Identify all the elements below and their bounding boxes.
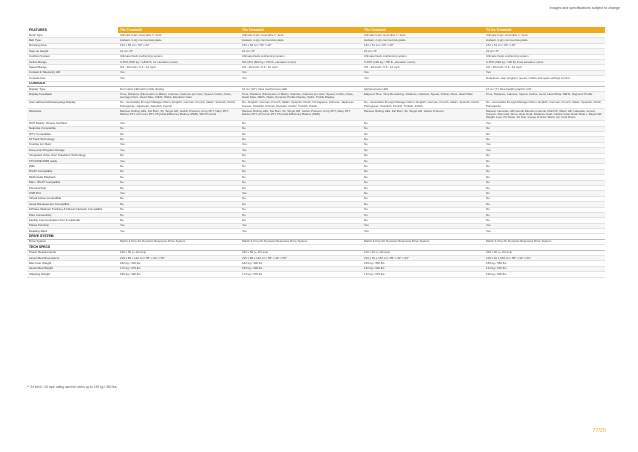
- spec-value: No: [362, 169, 484, 174]
- spec-value: No: [240, 212, 362, 217]
- spec-value: 110 v 20 (+-10) amp: [362, 250, 484, 255]
- table-row: [27, 272, 605, 277]
- feature-label: Console Fan: [27, 76, 118, 81]
- spec-value: No: [362, 121, 484, 126]
- spec-value: No: [240, 159, 362, 164]
- model-header: T3x Treadmill: [362, 27, 484, 33]
- spec-value: Yes: [118, 223, 240, 228]
- spec-value: No: [240, 218, 362, 223]
- feature-label: Integrated Voice Over Television Technology: [27, 153, 118, 158]
- spec-value: No: [118, 126, 240, 131]
- spec-value: Ultimate foam-reversible 1" deck: [362, 33, 484, 38]
- feature-label: Workouts: [27, 109, 118, 121]
- spec-value: No - Accessible through Manager Menu: English, German, French, Italian, Spanish, Dutch, Portuguese, Japanese, Swedish, French: [118, 100, 240, 109]
- section-title: CONSOLE: [27, 81, 605, 86]
- features-header: FEATURES: [27, 27, 118, 33]
- spec-value: No: [118, 169, 240, 174]
- spec-value: No - Accessible through Manager Menu: English, German, French, Italian, Spanish, Dutch, Portuguese: [484, 100, 605, 109]
- spec-value: No: [240, 121, 362, 126]
- spec-value: No: [362, 126, 484, 131]
- spec-value: No: [484, 212, 605, 217]
- spec-value: Matrix 4.0 hp AC Dynamic Response Drive System: [118, 239, 240, 244]
- spec-value: Yes: [118, 70, 240, 75]
- feature-label: FitTrack Technology: [27, 137, 118, 142]
- spec-value: No: [118, 137, 240, 142]
- spec-value: Yes: [240, 148, 362, 153]
- spec-value: Manual, Intervals, Hill Interval Random Interval, Multi Pk, Warm Hill, Lakeside, Forest, Canyon, Flat road, Dune, Heat Goal, Distance Goal, Calorie Goal, Heart Rate + Target HR, Weight Loss, Fit Tester, Fit Test, Coupe of Soul, Warm Up, Cool Down: [484, 109, 605, 121]
- spec-value: Ultimate Deck cushioning system: [240, 54, 362, 59]
- spec-value: Matrix 3.0 hp AC Dynamic Response Drive System: [362, 239, 484, 244]
- spec-value: 0.8 - 20 km/h / 0.5 - 12 mph: [484, 65, 605, 70]
- feature-label: Speed Range: [27, 65, 118, 70]
- spec-value: 182 kg / 400 lbs: [240, 261, 362, 266]
- model-header: T5x Treadmill: [118, 27, 240, 33]
- spec-value: 220 v 50 (+-10) amp: [240, 250, 362, 255]
- spec-value: No: [240, 126, 362, 131]
- spec-value: No: [484, 169, 605, 174]
- spec-value: Yes: [484, 142, 605, 147]
- spec-value: Dot matrix LED with profile display: [118, 86, 240, 91]
- feature-label: iFit® Ready: Fitness Certified: [27, 121, 118, 126]
- feature-label: Facility Communication Port & Calendar: [27, 218, 118, 223]
- spec-value: No: [362, 132, 484, 137]
- spec-value: No: [362, 164, 484, 169]
- feature-label: Asset Management Compatible: [27, 202, 118, 207]
- spec-value: No - Accessible through Manager Menu: English, German, French, Italian, Spanish, Dutch, Portuguese, Swedish, Finnish, Turkish, Polish: [362, 100, 484, 109]
- page-number: 77/20: [592, 428, 606, 434]
- spec-value: No: [362, 196, 484, 201]
- spec-value: No: [240, 132, 362, 137]
- feature-label: Step-up Height: [27, 49, 118, 54]
- spec-value: Dual-level, step program, speed, incline and quiet settings control: [484, 76, 605, 81]
- spec-value: Ultimate foam-reversible 1" deck: [240, 33, 362, 38]
- spec-value: Yes: [484, 223, 605, 228]
- spec-body: [27, 33, 605, 277]
- spec-value: Time, Distance, Calories, Speed, Incline, Level, Heart Rate, METs, Segment Profile: [484, 92, 605, 101]
- feature-label: Wire Connectivity: [27, 212, 118, 217]
- spec-value: No: [362, 180, 484, 185]
- spec-value: Habasit, 2-ply commercial-grade: [118, 38, 240, 43]
- spec-value: No: [118, 212, 240, 217]
- spec-value: No: [240, 196, 362, 201]
- spec-value: 0.8 - 20 km/h / 0.5 - 12 mph: [240, 65, 362, 70]
- spec-value: No: [240, 164, 362, 169]
- spec-value: No: [362, 191, 484, 196]
- spec-value: 152 x 56 cm / 60" x 22": [118, 43, 240, 48]
- spec-value: 220 v 50 (+-10) amp: [484, 250, 605, 255]
- feature-label: FTC/ODE RDM ready: [27, 159, 118, 164]
- spec-value: Yes: [362, 223, 484, 228]
- spec-value: No: [118, 185, 240, 190]
- spec-value: 152 x 56 cm / 60" x 22": [240, 43, 362, 48]
- spec-value: Yes: [484, 70, 605, 75]
- spec-value: 172 kg / 379 lbs: [362, 272, 484, 277]
- feature-label: Assembled Weight: [27, 266, 118, 271]
- spec-value: 159 kg / 350 lbs: [484, 261, 605, 266]
- spec-value: Yes: [484, 229, 605, 234]
- spec-value: Yes: [240, 142, 362, 147]
- feature-label: Mac • iPod® Compatible: [27, 180, 118, 185]
- feature-label: Virtual Active Compatible: [27, 196, 118, 201]
- spec-value: 21 cm / 8": [118, 49, 240, 54]
- spec-value: Ultimate foam-reversible 1" deck: [484, 33, 605, 38]
- feature-label: iPod® Compatible: [27, 169, 118, 174]
- spec-value: Time, Distance (Kilometers or Miles), Calories, Calories per Hour, Speed, Incline, Pace, Heart Rate, METs, Watts, Dynamic Profile Display, Splits, Profile Display: [240, 92, 362, 101]
- spec-value: 0.8 - 20 km/h / 0.5 - 12 mph: [118, 65, 240, 70]
- spec-value: No: [240, 169, 362, 174]
- spec-value: No: [484, 202, 605, 207]
- spec-value: Time, Distance (Kilometers or Miles), Calories, Calories per Hour, Speed, Incline, Pace, Average Pace, Heart Rate, METs, Watts, Elevation Gain: [118, 92, 240, 101]
- spec-value: 21 cm / 8": [484, 49, 605, 54]
- subject-to-change-notice: Images and specifications subject to change: [549, 6, 620, 10]
- feature-label: inPhase Workout Tracking & Fitness Network Compatible: [27, 207, 118, 212]
- spec-value: No: [118, 132, 240, 137]
- spec-value: 21 cm / 8": [240, 49, 362, 54]
- spec-value: No: [362, 218, 484, 223]
- spec-value: Yes: [240, 191, 362, 196]
- feature-label: Overlay Ion Start: [27, 142, 118, 147]
- spec-value: No: [484, 159, 605, 164]
- spec-value: No: [484, 137, 605, 142]
- spec-value: No: [362, 159, 484, 164]
- feature-label: Zone-only Program Change: [27, 148, 118, 153]
- feature-label: Drive System: [27, 239, 118, 244]
- spec-value: No: [484, 180, 605, 185]
- spec-value: No: [362, 148, 484, 153]
- spec-value: No: [118, 180, 240, 185]
- spec-value: 0%-15% (800 kg / 750 lb, elevation motor): [240, 59, 362, 64]
- feature-label: Incline Range: [27, 59, 118, 64]
- spec-value: No: [240, 180, 362, 185]
- spec-value: Manual, Rolling Hills, Fat Burn, 5k, Target HR, Gerkin Protocol, Army PFT, Navy PFT, Marine PFT, Air Force PFT, Physical Efficiency Battery (PEB): [240, 109, 362, 121]
- spec-value: 141 kg / 310 lbs: [484, 266, 605, 271]
- spec-value: Yes: [118, 142, 240, 147]
- spec-value: 153 kg / 338 lbs: [240, 266, 362, 271]
- spec-value: Yes: [118, 229, 240, 234]
- spec-value: Elapsed Time, Time Remaining, Distance, Calories, Speed, Incline, Pace, Heart Rate: [362, 92, 484, 101]
- spec-value: Yes: [362, 76, 484, 81]
- spec-value: Yes: [118, 76, 240, 81]
- spec-value: No - English, German, French, Italian, Spanish, Dutch, Portuguese, Chinese, Japanese, Korean, Swedish, Finnish, Russian, Arabic, Turkish, Polish: [240, 100, 362, 109]
- feature-label: USB Port: [27, 191, 118, 196]
- feature-label: Display Type: [27, 86, 118, 91]
- feature-label: Deck Type: [27, 33, 118, 38]
- feature-label: Reading Rack: [27, 229, 118, 234]
- spec-value: Ultimate foam-reversible 1" deck: [118, 33, 240, 38]
- spec-value: Alphanumeric LED: [362, 86, 484, 91]
- spec-value: No: [484, 196, 605, 201]
- spec-value: 215 x 86 x 142 cm / 85" x 34" x 56": [118, 256, 240, 261]
- feature-label: Power Requirements: [27, 250, 118, 255]
- feature-label: Personal Fan: [27, 185, 118, 190]
- spec-value: No: [484, 185, 605, 190]
- spec-value: 172 kg / 379 lbs: [240, 272, 362, 277]
- spec-value: No: [362, 175, 484, 180]
- spec-value: Yes: [240, 76, 362, 81]
- feature-label: Running Area: [27, 43, 118, 48]
- spec-value: 0-15% (590 kg / 130 lb) fixed elevation motor: [484, 59, 605, 64]
- spec-value: Ultimate Deck cushioning system: [484, 54, 605, 59]
- spec-value: 152 x 51 cm / 60" x 20": [484, 43, 605, 48]
- spec-value: 21 cm / 8": [362, 49, 484, 54]
- spec-value: 16 cm (10") class touchscreen LED: [240, 86, 362, 91]
- spec-value: No: [362, 137, 484, 142]
- feature-label: Multimedia Playback: [27, 175, 118, 180]
- spec-value: Yes: [484, 121, 605, 126]
- table-row: [27, 109, 605, 121]
- spec-value: Yes: [484, 148, 605, 153]
- spec-value: Ultimate Deck cushioning system: [118, 54, 240, 59]
- spec-value: No: [484, 132, 605, 137]
- spec-value: No: [118, 207, 240, 212]
- spec-value: 220 v 50 (+-10) amp: [118, 250, 240, 255]
- spec-value: No: [484, 153, 605, 158]
- spec-value: 152 kg / 335 lbs: [484, 272, 605, 277]
- spec-value: 182 kg / 400 lbs: [118, 261, 240, 266]
- table-row: [27, 92, 605, 101]
- feature-label: User-defined Multi-language Display: [27, 100, 118, 109]
- spec-value: 0.8 - 20 km/h / 0.5 - 12 mph: [362, 65, 484, 70]
- spec-value: Manual, Rolling Hills, Fat Burn, 5k, Target HR, Gerkin Protocol: [362, 109, 484, 121]
- spec-value: No: [240, 185, 362, 190]
- spec-value: Yes: [118, 191, 240, 196]
- spec-value: 172 kg / 379 lbs: [118, 266, 240, 271]
- spec-value: Matrix 2.0 hp AC Dynamic Response Drive System: [484, 239, 605, 244]
- spec-value: Matrix 3.0 hp AC Dynamic Response Drive System: [240, 239, 362, 244]
- spec-value: No: [362, 202, 484, 207]
- spec-value: 152 x 51 cm / 60" x 20": [362, 43, 484, 48]
- spec-value: No: [484, 207, 605, 212]
- feature-label: Pause Function: [27, 223, 118, 228]
- spec-value: Yes: [362, 229, 484, 234]
- spec-value: No: [362, 142, 484, 147]
- spec-value: No: [118, 202, 240, 207]
- model-header: T5x Treadmill: [240, 27, 362, 33]
- feature-label: Max User Weight: [27, 261, 118, 266]
- spec-value: Ultimate Deck cushioning system: [362, 54, 484, 59]
- spec-value: Yes: [118, 148, 240, 153]
- spec-value: No: [240, 207, 362, 212]
- spec-value: No: [118, 218, 240, 223]
- feature-label: Display Feedback: [27, 92, 118, 101]
- spec-value: 215 x 81 x 152 cm / 85" x 32" x 60": [484, 256, 605, 261]
- spec-value: No: [118, 164, 240, 169]
- spec-value: Yes: [118, 159, 240, 164]
- spec-value: No: [362, 185, 484, 190]
- spec-value: Yes: [362, 70, 484, 75]
- spec-value: Yes: [240, 223, 362, 228]
- section-title: TECH SPECS: [27, 245, 605, 250]
- spec-value: Habasit, 2-ply commercial-grade: [484, 38, 605, 43]
- spec-value: No: [240, 153, 362, 158]
- spec-value: No: [240, 137, 362, 142]
- feature-label: Cushion System: [27, 54, 118, 59]
- feature-label: Shipping Weight: [27, 272, 118, 277]
- spec-value: Manual, Rolling Hills, Fat Burn, 5k, Target HR, Gerkin Protocol, Army PFT, Navy PFT, Marine PFT, Air Force PFT, Physical Efficiency Battery (PEB), WFI Protocol: [118, 109, 240, 121]
- table-row: [27, 100, 605, 109]
- feature-label: Netpulse Compatible: [27, 126, 118, 131]
- spec-value: 152 kg / 336 lbs: [362, 266, 484, 271]
- spec-value: No: [118, 153, 240, 158]
- spec-value: No: [362, 212, 484, 217]
- spec-value: 215 x 86 x 142 cm / 85" x 34" x 56": [240, 256, 362, 261]
- spec-value: 215 x 81 x 152 cm / 85" x 32" x 60": [362, 256, 484, 261]
- spec-value: Habasit, 2-ply commercial-grade: [240, 38, 362, 43]
- spec-value: 195 kg / 430 lbs: [118, 272, 240, 277]
- spec-value: No: [118, 196, 240, 201]
- spec-value: No: [484, 164, 605, 169]
- spec-value: Habasit, 2-ply commercial-grade: [362, 38, 484, 43]
- spec-value: Yes: [240, 229, 362, 234]
- spec-value: No: [484, 126, 605, 131]
- feature-label: IPTV Compatible: [27, 132, 118, 137]
- spec-value: No: [240, 202, 362, 207]
- footnote: ** 24 km/h / 15 mph rating used for users up to 159 kg / 350 lbs.: [27, 385, 118, 389]
- section-title: DRIVE SYSTEM: [27, 234, 605, 239]
- spec-value: No: [484, 218, 605, 223]
- spec-value: Yes: [240, 70, 362, 75]
- spec-value: No: [484, 175, 605, 180]
- spec-value: No: [484, 191, 605, 196]
- spec-value: No: [118, 175, 240, 180]
- feature-label: Assembled Dimensions: [27, 256, 118, 261]
- spec-value: Yes: [118, 121, 240, 126]
- spec-value: No: [362, 153, 484, 158]
- model-header: T3 Go Treadmill: [484, 27, 605, 33]
- spec-value: No: [362, 207, 484, 212]
- spec-value: No: [240, 175, 362, 180]
- spec-value: 0-15% (800 kg / 1,830 lb, for elevation motor): [118, 59, 240, 64]
- spec-value: 159 kg / 350 lbs: [362, 261, 484, 266]
- spec-value: 16 cm (7") blue backlit graphic LCD: [484, 86, 605, 91]
- feature-label: Contact & Telemetry HR: [27, 70, 118, 75]
- spec-table: [27, 27, 605, 278]
- feature-label: WiFi: [27, 164, 118, 169]
- feature-label: Belt Type: [27, 38, 118, 43]
- spec-value: 0-15% (136 kg / 750 lb, elevation motor): [362, 59, 484, 64]
